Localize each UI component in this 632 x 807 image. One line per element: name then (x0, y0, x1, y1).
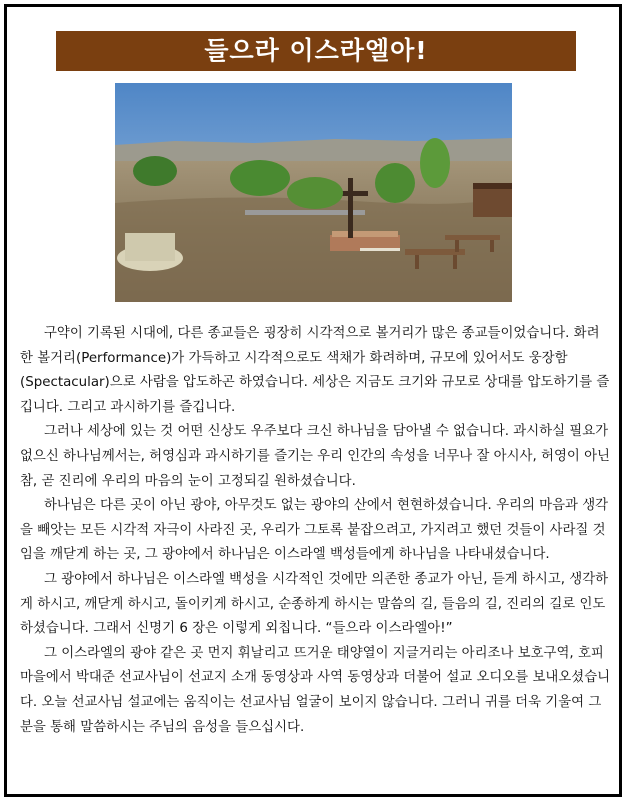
desert-landscape-photo (115, 83, 512, 302)
page-title: 들으라 이스라엘아! (56, 31, 576, 71)
paragraph: 그러나 세상에 있는 것 어떤 신상도 우주보다 크신 하나님을 담아낼 수 없습니다. 과시하실 필요가 없으신 하나님께서는, 허영심과 과시하기를 즐기는 우리 인간의 속성을 너무나 잘 아시사, 허영이 아닌 참, 곧 진리에 우리의 마음의 눈이 고정되길 원하셨습니다. (20, 424, 610, 489)
article-body (20, 322, 612, 740)
paragraph: 구약이 기록된 시대에, 다른 종교들은 굉장히 시각적으로 볼거리가 많은 종교들이었습니다. 화려한 볼거리(Performance)가 가득하고 시각적으로도 색채가 화려하며, 규모에 있어서도 웅장함(Spectacular)으로 사람을 압도하곤 하였습니다. 세상은 지금도 크기와 규모로 상대를 압도하기를 즐깁니다. 그리고 과시하기를 즐깁니다. (20, 326, 610, 415)
paragraph: 그 이스라엘의 광야 같은 곳 먼지 휘날리고 뜨거운 태양열이 지글거리는 아리조나 보호구역, 호피 마을에서 박대준 선교사님이 선교지 소개 동영상과 사역 동영상과 더불어 설교 오디오를 보내오셨습니다. 오늘 선교사님 설교에는 움직이는 선교사님 얼굴이 보이지 않습니다. 그러니 귀를 더욱 기울여 그분을 통해 말씀하시는 주님의 음성을 들으십시다. (20, 645, 611, 735)
paragraph: 그 광야에서 하나님은 이스라엘 백성을 시각적인 것에만 의존한 종교가 아닌, 듣게 하시고, 생각하게 하시고, 깨닫게 하시고, 돌이키게 하시고, 순종하게 하시는 말씀의 길, 들음의 길, 진리의 길로 인도하셨습니다. 그래서 신명기 6 장은 이렇게 외칩니다. “들으라 이스라엘아!” (20, 571, 609, 637)
paragraph: 하나님은 다른 곳이 아닌 광야, 아무것도 없는 광야의 산에서 현현하셨습니다. 우리의 마음과 생각을 빼앗는 모든 시각적 자극이 사라진 곳, 우리가 그토록 붙잡으려고, 가지려고 했던 것들이 사라질 것임을 깨닫게 하는 곳, 그 광야에서 하나님은 이스라엘 백성들에게 하나님을 나타내셨습니다. (20, 498, 609, 563)
